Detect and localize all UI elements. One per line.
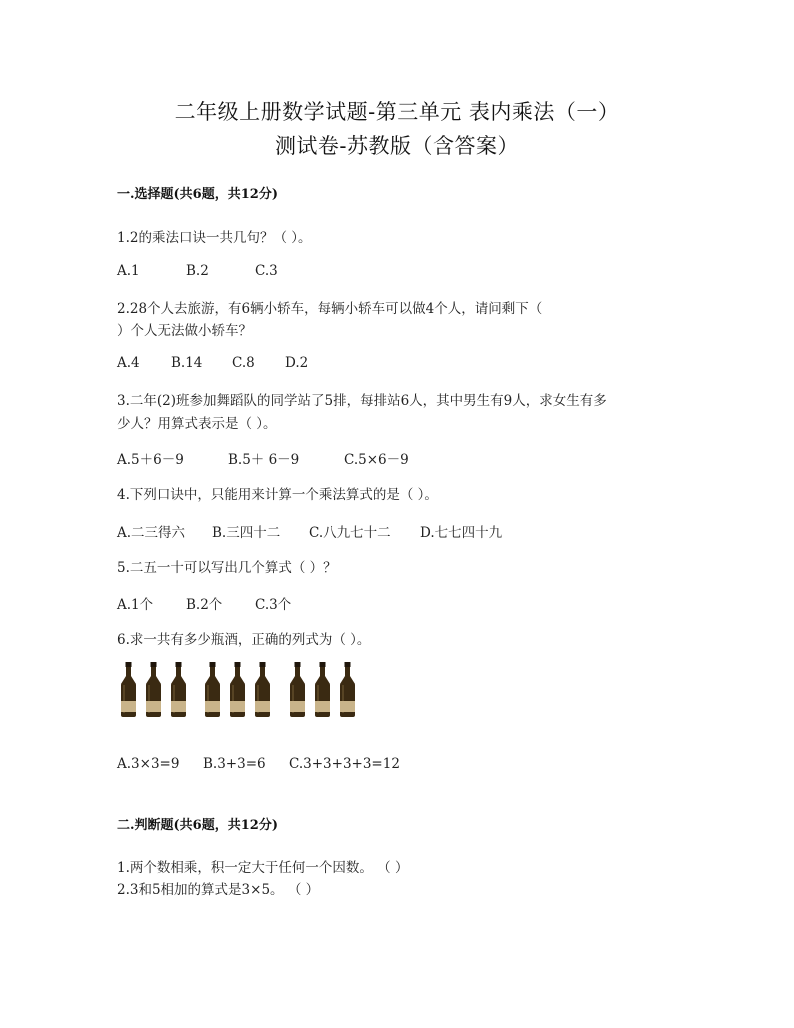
judge-question-1: 1.两个数相乘，积一定大于任何一个因数。 （ ） [117,860,409,876]
option-b: B.2个 [186,597,223,613]
question-2-text-line1: 2.28个人去旅游，有6辆小轿车，每辆小轿车可以做4个人，请问剩下（ [117,301,543,317]
wine-bottle [146,662,161,717]
section2-heading: 二.判断题(共6题，共12分) [117,818,278,833]
wine-bottle [121,662,136,717]
option-b: B.14 [171,355,203,371]
option-b: B.三四十二 [212,525,281,541]
judge-question-2: 2.3和5相加的算式是3×5。 （ ） [117,882,320,898]
option-a: A.3×3=9 [117,756,180,772]
question-3-text-line2: 少人？用算式表示是（ ）。 [117,416,277,432]
section1-heading: 一.选择题(共6题，共12分) [117,187,278,202]
option-a: A.5＋6－9 [117,452,184,468]
wine-bottle [340,662,355,717]
wine-bottle [171,662,186,717]
wine-bottle [255,662,270,717]
wine-bottle [315,662,330,717]
question-3-text-line1: 3.二年(2)班参加舞蹈队的同学站了5排，每排站6人，其中男生有9人，求女生有多 [117,393,607,409]
option-c: C.8 [232,355,255,371]
wine-bottle [290,662,305,717]
page-title-line1: 二年级上册数学试题-第三单元 表内乘法（一） [174,100,620,124]
wine-bottles-image [118,661,368,719]
option-b: B.3+3=6 [203,756,266,772]
option-a: A.4 [117,355,140,371]
option-d: D.七七四十九 [420,525,503,541]
option-d: D.2 [285,355,309,371]
page-title-line2: 测试卷-苏教版（含答案） [274,134,520,158]
option-c: C.3个 [255,597,292,613]
option-b: B.5＋ 6－9 [228,452,300,468]
question-6-text: 6.求一共有多少瓶酒，正确的列式为（ ）。 [117,632,371,648]
option-c: C.3 [255,263,278,279]
wine-bottle [205,662,220,717]
option-c: C.5×6－9 [344,452,409,468]
wine-bottles-drawing [118,661,368,719]
question-5-text: 5.二五一十可以写出几个算式（ ）？ [117,560,337,576]
option-c: C.八九七十二 [309,525,391,541]
option-a: A.1个 [117,597,154,613]
option-a: A.二三得六 [117,525,186,541]
option-a: A.1 [117,263,140,279]
option-b: B.2 [186,263,209,279]
wine-bottle [230,662,245,717]
question-4-text: 4.下列口诀中，只能用来计算一个乘法算式的是（ ）。 [117,487,438,503]
question-2-text-line2: ）个人无法做小轿车？ [117,323,252,339]
option-c: C.3+3+3+3=12 [289,756,400,772]
question-1-text: 1.2的乘法口诀一共几句？（ ）。 [117,230,312,246]
